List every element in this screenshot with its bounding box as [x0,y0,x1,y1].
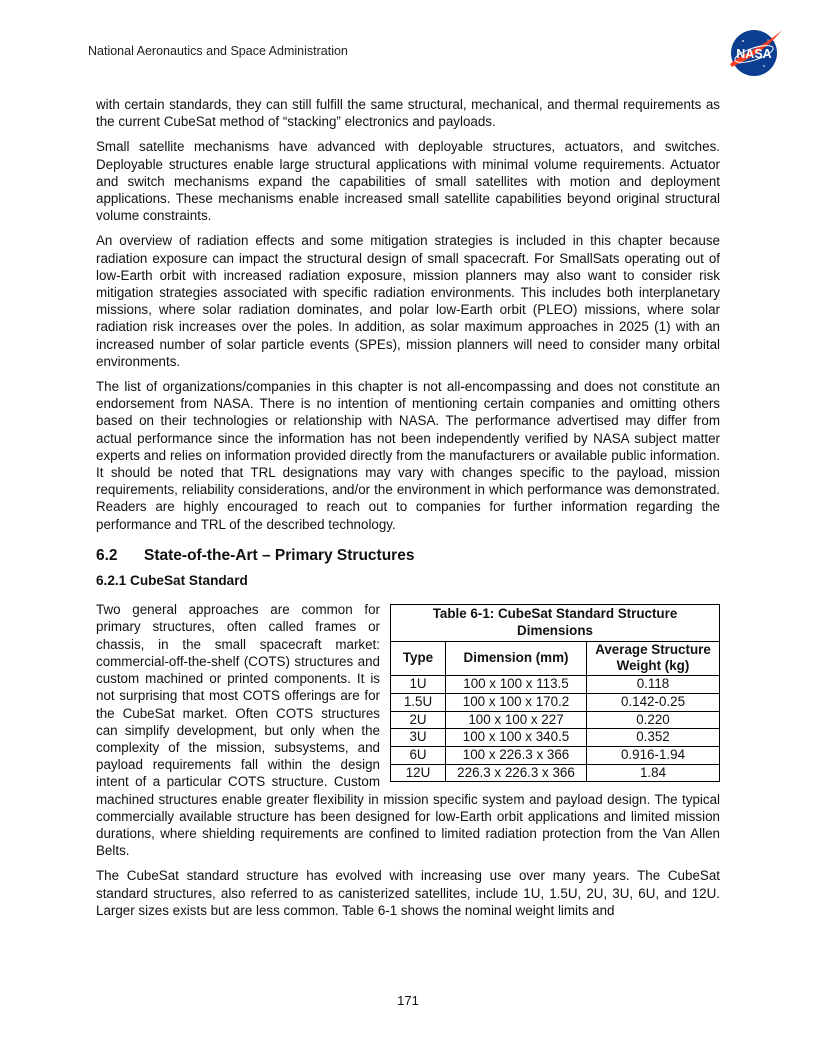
table-cell-dimension: 100 x 100 x 113.5 [446,676,587,694]
table-cell-type: 2U [391,711,446,729]
table-row [391,676,720,694]
section-heading [96,547,720,564]
header-agency-name: National Aeronautics and Space Administration [88,44,348,58]
table-header-dimension: Dimension (mm) [446,641,587,675]
section-title: State-of-the-Art – Primary Structures [144,546,415,564]
paragraph-primary-structures: Two general approaches are common for primary structures, often called frames or chassis, in the small spacecraft market: commercial-off-the-shelf (COTS) structures and custom machined or printed components. It is not surprising that most COTS offerings are for the CubeSat market. Often COTS structures can simplify development, but only when the complexity of the mission, subsystems, and payload requirements fall within the design intent of a particular COTS structure. Custom machined structures enable greater flexibility in mission specific system and payload design. The typical commercially available structure has been designed for low-Earth orbit applications and limited mission durations, where shielding requirements are confined to limited radiation protection from the Van Allen Belts. [96,602,720,859]
paragraph-cubesat-standard: The CubeSat standard structure has evolved with increasing use over many years. The CubeSat standard structures, also referred to as canisterized satellites, include 1U, 1.5U, 2U, 3U, 6U, and 12U. Larger sizes exists but are less common. Table 6-1 shows the nominal weight limits and [96,868,720,918]
table-row [391,711,720,729]
paragraph-radiation: An overview of radiation effects and some mitigation strategies is included in this chapter because radiation exposure can impact the structural design of small spacecraft. For SmallSats operating out of low-Earth orbit with increased radiation exposure, mission planners may also want to consider risk mitigation strategies associated with specific radiation environments. This includes both interplanetary missions, where solar radiation dominates, and polar low-Earth orbit (PLEO) missions, where solar radiation risk increases over the poles. In addition, as solar maximum approaches in 2025 (1) with an increased number of solar particle events (SPEs), mission planners will need to consider many orbital environments. [96,233,720,369]
table-caption: Table 6-1: CubeSat Standard Structure Dimensions [391,605,720,641]
table-cell-weight: 1.84 [587,764,720,782]
page-number: 171 [397,993,419,1008]
paragraph-disclaimer: The list of organizations/companies in this chapter is not all-encompassing and does not constitute an endorsement from NASA. There is no intention of mentioning certain companies and omitting others based on their technologies or relationship with NASA. The performance advertised may differ from actual performance since the information has not been independently verified by NASA subject matter experts and relies on information provided directly from the manufacturers or available public information. It should be noted that TRL designations may vary with changes specific to the payload, mission requirements, reliability considerations, and/or the environment in which performance was demonstrated. Readers are highly encouraged to reach out to companies for further information regarding the performance and TRL of the described technology. [96,379,720,532]
table-row [391,693,720,711]
table-cell-dimension: 100 x 100 x 340.5 [446,729,587,747]
table-cell-type: 12U [391,764,446,782]
table-cell-dimension: 100 x 226.3 x 366 [446,746,587,764]
table-row [391,764,720,782]
subsection-heading: 6.2.1 CubeSat Standard [96,573,248,589]
paragraph-continued: with certain standards, they can still fulfill the same structural, mechanical, and thermal requirements as the current CubeSat method of “stacking” electronics and payloads. [96,97,720,130]
table-cell-dimension: 100 x 100 x 170.2 [446,693,587,711]
table-header-weight: Average Structure Weight (kg) [587,641,720,675]
table-cell-type: 3U [391,729,446,747]
table-header-row [391,641,720,675]
table-row [391,729,720,747]
paragraph-mechanisms: Small satellite mechanisms have advanced with deployable structures, actuators, and switches. Deployable structures enable large structural applications with minimal volume requirements. Actuator and switch mechanisms expand the capabilities of small satellites with motion and deployment applications. These mechanisms enable increased small satellite capabilities beyond original structural volume constraints. [96,139,720,224]
table-cell-weight: 0.352 [587,729,720,747]
section-number: 6.2 [96,546,118,564]
table-row [391,746,720,764]
table-cell-dimension: 100 x 100 x 227 [446,711,587,729]
cubesat-dimension-table [390,604,720,782]
table-cell-weight: 0.118 [587,676,720,694]
table-cell-type: 6U [391,746,446,764]
nasa-logo [724,26,784,78]
table-cell-type: 1U [391,676,446,694]
main-content [96,96,720,927]
nasa-logo-text: NASA [736,47,772,61]
table-cell-type: 1.5U [391,693,446,711]
table-cell-weight: 0.142-0.25 [587,693,720,711]
table-cell-weight: 0.220 [587,711,720,729]
wrap-block [96,601,720,859]
table-cell-dimension: 226.3 x 226.3 x 366 [446,764,587,782]
cubesat-table-container [390,604,720,782]
table-header-type: Type [391,641,446,675]
table-cell-weight: 0.916-1.94 [587,746,720,764]
